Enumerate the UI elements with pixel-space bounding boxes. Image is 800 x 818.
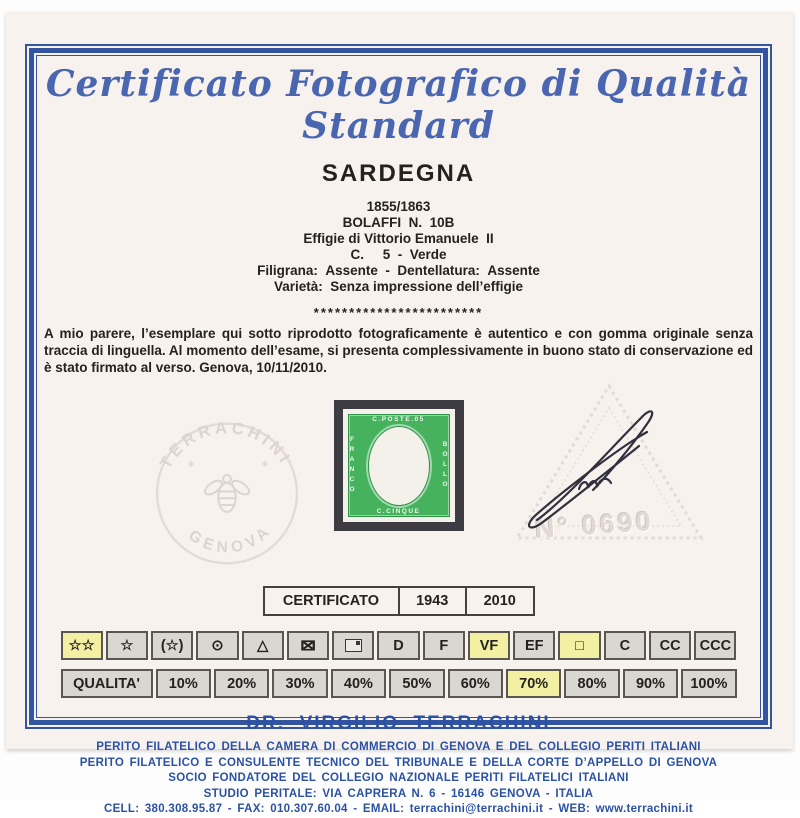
detail-filigrana: Filigrana: Assente - Dentellatura: Assente (257, 263, 540, 278)
certificate-number: N° 0690 (534, 505, 655, 545)
quality-90: 90% (623, 669, 678, 698)
quality-10: 10% (156, 669, 211, 698)
stamp-image (343, 409, 455, 522)
region-title: SARDEGNA (321, 160, 476, 187)
quality-label: QUALITA' (61, 669, 153, 698)
expert-opinion: A mio parere, l’esemplare qui sotto riprodotto fotograficamente è autentico e con gomma originale senza traccia di linguella. Al momento dell’esame, si presenta complessivamente in buono stato di conservazione ed è stato firmato al verso. Genova, 10/11/2010. (44, 326, 753, 375)
svg-text:GENOVA (185, 521, 275, 556)
footer-line-1: PERITO FILATELICO DELLA CAMERA DI COMMERCIO DI GENOVA E DEL COLLEGIO PERITI ITALIANI (96, 741, 701, 753)
detail-subject: Effigie di Vittorio Emanuele II (303, 231, 494, 246)
grade-cell-used: ⊙ (196, 631, 238, 660)
quality-50: 50% (389, 669, 444, 698)
grade-cell-c: C (604, 631, 646, 660)
grade-cell-vf: VF (468, 631, 510, 660)
detail-years: 1855/1863 (366, 199, 431, 214)
grade-cell-d: D (377, 631, 419, 660)
blue-border-frame (25, 44, 772, 815)
grade-cell-fragment (332, 631, 374, 660)
blank-effigy-oval (368, 426, 430, 506)
detail-varieta: Varietà: Senza impressione dell’effigie (273, 279, 524, 294)
stamp-bottom-inscription: C.CINQUE (376, 508, 421, 515)
expert-signature (517, 388, 692, 543)
grading-symbols-row (61, 631, 737, 660)
quality-percent-row (61, 669, 737, 698)
quality-20: 20% (214, 669, 269, 698)
asterisk-separator: ************************ (313, 305, 484, 320)
quality-70: 70% (506, 669, 561, 698)
quality-80: 80% (564, 669, 619, 698)
envelope-icon: ⊠ (299, 637, 317, 654)
detail-value: C. 5 - Verde (350, 247, 447, 262)
quality-100: 100% (681, 669, 736, 698)
grade-cell-no-gum: (☆) (151, 631, 193, 660)
certificate-page (6, 12, 793, 815)
footer-line-address: STUDIO PERITALE: VIA CAPRERA N. 6 - 16146 GENOVA - ITALIA (203, 787, 594, 800)
bee-icon (203, 475, 252, 512)
stamp-right-inscription: BOLLO (441, 440, 449, 491)
stamp-left-inscription: FRANCO (348, 435, 356, 496)
grade-cell-triangle: △ (242, 631, 284, 660)
footer-line-2: PERITO FILATELICO E CONSULENTE TECNICO DEL TRIBUNALE E DELLA CORTE D’APPELLO DI GENOVA (79, 756, 718, 769)
embossed-round-seal (137, 408, 317, 573)
seal-bottom-text: GENOVA (185, 521, 276, 557)
grade-cell-ccc: CCC (694, 631, 736, 660)
embossed-triangle-seal-area (489, 380, 729, 580)
detail-catalog: BOLAFFI N. 10B (342, 215, 455, 230)
fragment-icon (345, 639, 362, 652)
expert-footer (37, 713, 760, 818)
blue-border-mid (29, 48, 768, 815)
grade-cell-mnh: ☆☆ (61, 631, 103, 660)
footer-line-contacts: CELL: 380.308.95.87 - FAX: 010.307.60.04 - EMAIL: terrachini@terrachini.it - WEB: www.terrachini.it (103, 803, 693, 815)
blue-border-inner (36, 55, 761, 815)
fragment-dot (356, 641, 360, 645)
expert-name: DR. VIRGILIO TERRACHINI (246, 713, 551, 734)
svg-text:TERRACHINI (157, 419, 295, 472)
certificato-year-first: 1943 (398, 588, 466, 614)
certificato-year-current: 2010 (465, 588, 533, 614)
seal-star-left: ✶ (186, 458, 196, 472)
grade-cell-f: F (423, 631, 465, 660)
quality-40: 40% (331, 669, 386, 698)
certificato-label: CERTIFICATO (282, 593, 380, 609)
certificato-table (263, 586, 535, 616)
quality-30: 30% (272, 669, 327, 698)
footer-line-3: SOCIO FONDATORE DEL COLLEGIO NAZIONALE PERITI FILATELICI ITALIANI (168, 772, 629, 784)
certificate-title: Certificato Fotografico di Qualità Standard (45, 63, 752, 147)
photo-and-seals-area (37, 380, 760, 572)
grade-cell-cover (287, 631, 329, 660)
stamp-details (37, 199, 760, 295)
certificate-content (37, 56, 760, 815)
grade-cell-mh: ☆ (106, 631, 148, 660)
grade-cell-cc: CC (649, 631, 691, 660)
seal-top-text: TERRACHINI (156, 418, 296, 472)
quality-60: 60% (448, 669, 503, 698)
stamp-photo (334, 400, 464, 531)
stamp-design (348, 414, 450, 517)
stamp-top-inscription: C.POSTE.05 (372, 416, 425, 423)
seal-star-right: ✶ (260, 458, 270, 472)
grade-cell-ef: EF (513, 631, 555, 660)
grade-cell-square: □ (558, 631, 600, 660)
